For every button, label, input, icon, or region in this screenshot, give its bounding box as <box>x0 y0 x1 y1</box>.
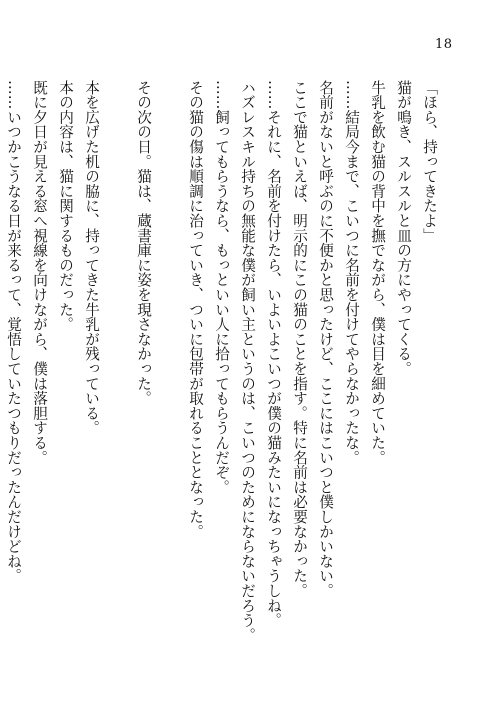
text-line: その次の日。猫は、蔵書庫に姿を現さなかった。 <box>135 80 152 406</box>
paragraph-spacer <box>156 80 182 660</box>
text-line: ……それに、名前を付けたら、いよいよこいつが僕の猫みたいになっちゃうしね。 <box>265 80 282 628</box>
text-line: 「ほら、持ってきたよ」 <box>421 80 438 243</box>
text-line: 猫が鳴き、スルスルと皿の方にやってくる。 <box>395 80 412 376</box>
text-line: ……いつかこうなる日が来るって、覚悟していたつもりだったんだけどね。 <box>5 80 22 584</box>
body-text <box>0 80 442 660</box>
paragraph-spacer <box>104 80 130 660</box>
text-line: ここで猫といえば、明示的にこの猫のことを指す。特に名前は必要なかった。 <box>291 80 308 598</box>
text-line: ……飼ってもらうなら、もっといい人に拾ってもらうんだぞ。 <box>213 80 230 495</box>
text-line: 本を広げた机の脇に、持ってきた牛乳が残っている。 <box>83 80 100 436</box>
text-line: 名前がないと呼ぶのに不便かと思ったけど、ここにはこいつと僕しかいない。 <box>317 80 334 598</box>
text-line: 牛乳を飲む猫の背中を撫でながら、僕は目を細めていた。 <box>369 80 386 465</box>
text-line: 本の内容は、猫に関するものだった。 <box>57 80 74 332</box>
page-number: 18 <box>435 37 453 52</box>
text-line: その猫の傷は順調に治っていき、ついに包帯が取れることとなった。 <box>187 80 204 539</box>
text-line: 既に夕日が見える窓へ視線を向けながら、僕は落胆する。 <box>31 80 48 465</box>
text-line: ハズレスキル持ちの無能な僕が飼い主というのは、こいつのためにならないだろう。 <box>239 80 256 643</box>
text-line: ……結局今まで、こいつに名前を付けてやらなかったな。 <box>343 80 360 465</box>
